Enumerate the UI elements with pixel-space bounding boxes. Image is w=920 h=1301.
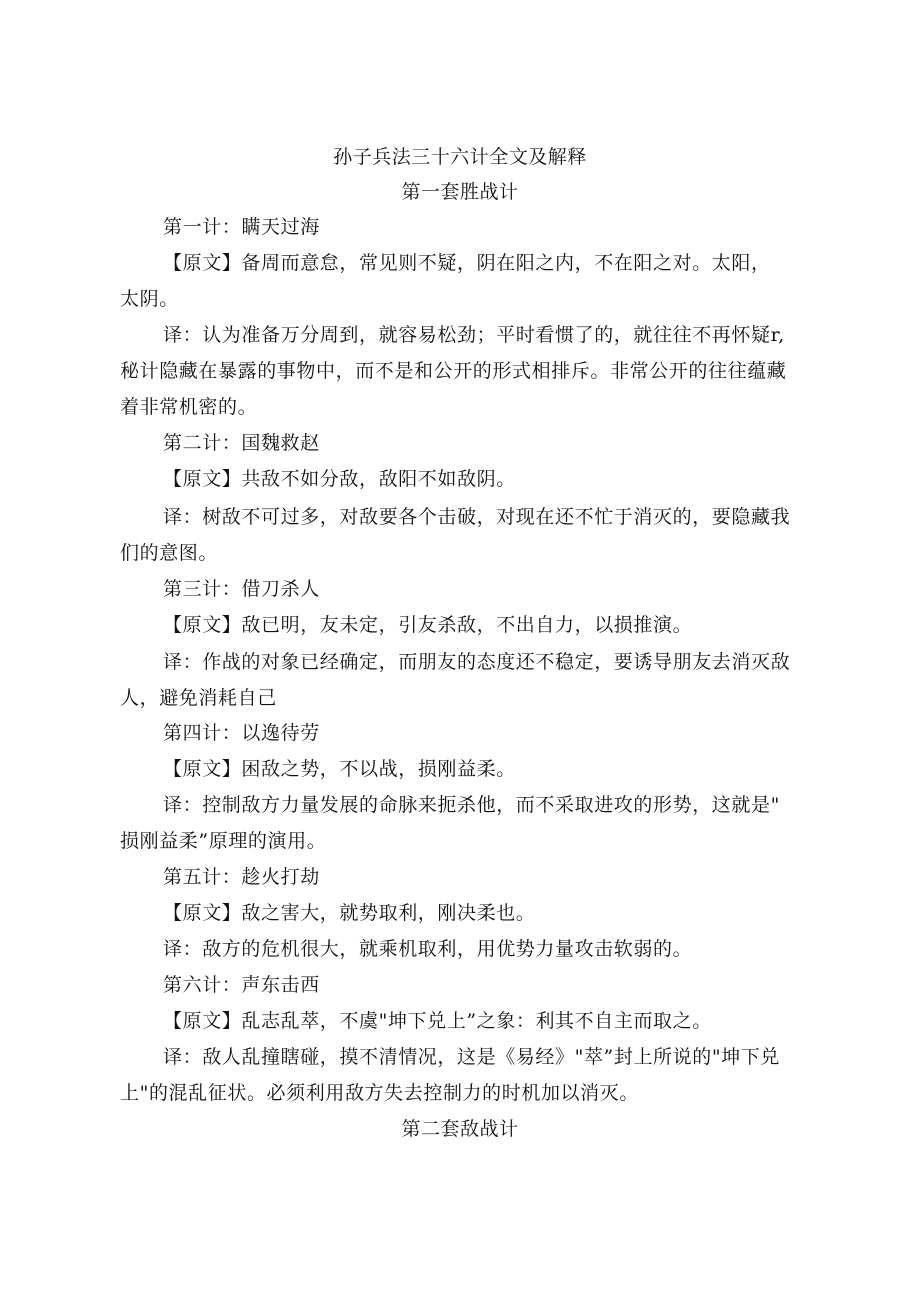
stratagem-heading: 第二计：国魏救赵 [163,432,320,454]
original-text-line: 太阴。 [120,288,179,310]
translation-line: 着非常机密的。 [120,396,258,418]
translation-line: 人，避免消耗自己 [120,687,277,709]
translation-line: 译：作战的对象已经确定，而朋友的态度还不稳定，要诱导朋友去消灭敌 [163,651,791,673]
translation-line: 译：树敌不可过多，对敌要各个击破，对现在还不忙于消灭的，要隐藏我 [163,506,791,528]
translation-line: 译：敌方的危机很大，就乘机取利，用优势力量攻击软弱的。 [163,938,693,960]
translation-line: 损刚益柔”原理的演用。 [120,830,327,852]
stratagem-heading: 第五计：趁火打劫 [163,866,320,888]
translation-line: 译：认为准备万分周到，就容易松劲；平时看惯了的，就往往不再怀疑r, [163,324,785,346]
translation-line: 上"的混乱征状。必须利用敌方失去控制力的时机加以消灭。 [120,1082,639,1104]
original-text-line: 【原文】备周而意怠，常见则不疑，阴在阳之内，不在阳之对。太阳， [163,252,771,274]
stratagem-heading: 第六计：声东击西 [163,974,320,996]
original-text-line: 【原文】敌之害大，就势取利，刚决柔也。 [163,902,536,924]
original-text-line: 【原文】敌已明，友未定，引友杀敌，不出自力，以损推演。 [163,614,693,636]
section-heading-set2: 第二套敌战计 [401,1118,519,1140]
document-title: 孙子兵法三十六计全文及解释 [333,146,587,168]
section-heading-set1: 第一套胜战计 [401,181,519,203]
translation-line: 秘计隐藏在暴露的事物中，而不是和公开的形式相排斥。非常公开的往往蕴藏 [120,360,787,382]
stratagem-heading: 第一计：瞒天过海 [163,216,320,238]
original-text-line: 【原文】共敌不如分敌，敌阳不如敌阴。 [163,468,516,490]
translation-line: 译：敌人乱撞瞎碰，摸不清情况，这是《易经》"萃”封上所说的"坤下兑 [163,1046,780,1068]
original-text-line: 【原文】乱志乱萃，不虞"坤下兑上”之象：利其不自主而取之。 [163,1010,712,1032]
original-text-line: 【原文】困敌之势，不以战，损刚益柔。 [163,758,516,780]
stratagem-heading: 第四计：以逸待劳 [163,722,320,744]
stratagem-heading: 第三计：借刀杀人 [163,578,320,600]
translation-line: 们的意图。 [120,542,219,564]
translation-line: 译：控制敌方力量发展的命脉来扼杀他，而不采取进攻的形势，这就是" [163,794,780,816]
